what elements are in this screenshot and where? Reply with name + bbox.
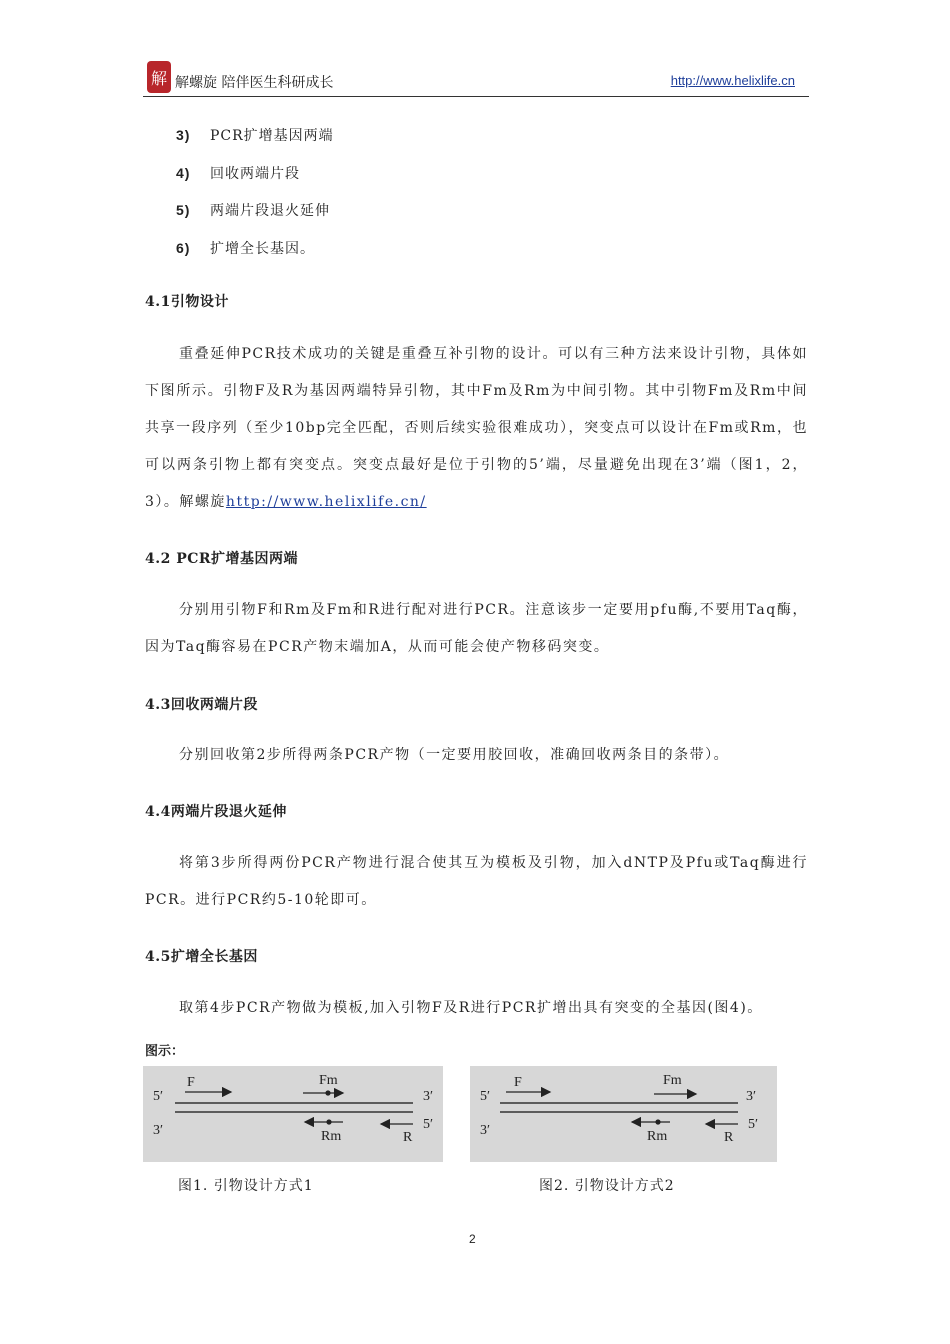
end-3-top: 3′ bbox=[746, 1089, 757, 1104]
header-url-link[interactable]: http://www.helixlife.cn bbox=[670, 73, 795, 88]
primer-fm-label: Fm bbox=[663, 1073, 682, 1088]
primer-r-label: R bbox=[403, 1130, 413, 1145]
primer-f-label: F bbox=[187, 1075, 195, 1090]
section-heading-4-1: 4.1引物设计 bbox=[145, 294, 229, 310]
mutation-point bbox=[655, 1119, 660, 1124]
mutation-point bbox=[325, 1090, 330, 1095]
helixlife-link[interactable]: http://www.helixlife.cn/ bbox=[225, 494, 427, 510]
section-heading-4-2: 4.2 PCR扩增基因两端 bbox=[145, 551, 299, 567]
primer-fm-label: Fm bbox=[319, 1073, 338, 1088]
figure-1 bbox=[143, 1066, 443, 1162]
section-heading-4-4: 4.4两端片段退火延伸 bbox=[145, 804, 287, 820]
end-5-bottom: 5′ bbox=[423, 1117, 434, 1132]
section-text-4-2: 分别用引物F和Rm及Fm和R进行配对进行PCR。注意该步一定要用pfu酶,不要用Taq酶，因为Taq酶容易在PCR产物末端加A，从而可能会使产物移码突变。 bbox=[145, 602, 808, 655]
logo-seal: 解 bbox=[147, 61, 171, 93]
end-3-bottom: 3′ bbox=[153, 1123, 164, 1138]
end-5-top: 5′ bbox=[153, 1089, 164, 1104]
section-heading-4-5: 4.5扩增全长基因 bbox=[145, 949, 258, 965]
figure-2 bbox=[470, 1066, 777, 1162]
figure-2-caption: 图2. 引物设计方式2 bbox=[539, 1178, 675, 1194]
end-5-bottom: 5′ bbox=[748, 1117, 759, 1132]
section-text-4-5: 取第4步PCR产物做为模板,加入引物F及R进行PCR扩增出具有突变的全基因(图4)。 bbox=[179, 1000, 763, 1016]
section-text-4-4: 将第3步所得两份PCR产物进行混合使其互为模板及引物，加入dNTP及Pfu或Taq酶进行PCR。进行PCR约5-10轮即可。 bbox=[145, 855, 808, 908]
step-item: 3) PCR扩增基因两端 bbox=[176, 127, 334, 144]
figure-label: 图示： bbox=[145, 1044, 185, 1059]
figure-2-diagram bbox=[470, 1066, 777, 1162]
end-5-top: 5′ bbox=[480, 1089, 491, 1104]
step-item: 4) 回收两端片段 bbox=[176, 165, 300, 182]
figure-1-diagram bbox=[143, 1066, 443, 1162]
page-header bbox=[143, 58, 809, 97]
brand-text: 解螺旋 陪伴医生科研成长 bbox=[175, 75, 334, 91]
end-3-bottom: 3′ bbox=[480, 1123, 491, 1138]
step-item: 5) 两端片段退火延伸 bbox=[176, 202, 330, 219]
section-heading-4-3: 4.3回收两端片段 bbox=[145, 697, 258, 713]
primer-rm-label: Rm bbox=[647, 1129, 668, 1144]
end-3-top: 3′ bbox=[423, 1089, 434, 1104]
figure-1-caption: 图1. 引物设计方式1 bbox=[178, 1178, 314, 1194]
primer-rm-label: Rm bbox=[321, 1129, 342, 1144]
section-text-4-1: 重叠延伸PCR技术成功的关键是重叠互补引物的设计。可以有三种方法来设计引物，具体如下图所示。引物F及R为基因两端特异引物，其中Fm及Rm为中间引物。其中引物Fm及Rm中间共享一段序列（至少10bp完全匹配，否则后续实验很难成功），突变点可以设计在Fm或Rm，也可以两条引物上都有突变点。突变点最好是位于引物的5’端，尽量避免出现在3’端（图1，2，3）。解螺旋http://www.helixlife.cn/ bbox=[145, 346, 808, 510]
mutation-point bbox=[326, 1119, 331, 1124]
step-item: 6) 扩增全长基因。 bbox=[176, 240, 315, 257]
primer-f-label: F bbox=[514, 1075, 522, 1090]
section-text-4-3: 分别回收第2步所得两条PCR产物（一定要用胶回收，准确回收两条目的条带）。 bbox=[179, 747, 730, 763]
page-number: 2 bbox=[469, 1232, 476, 1246]
primer-r-label: R bbox=[724, 1130, 734, 1145]
